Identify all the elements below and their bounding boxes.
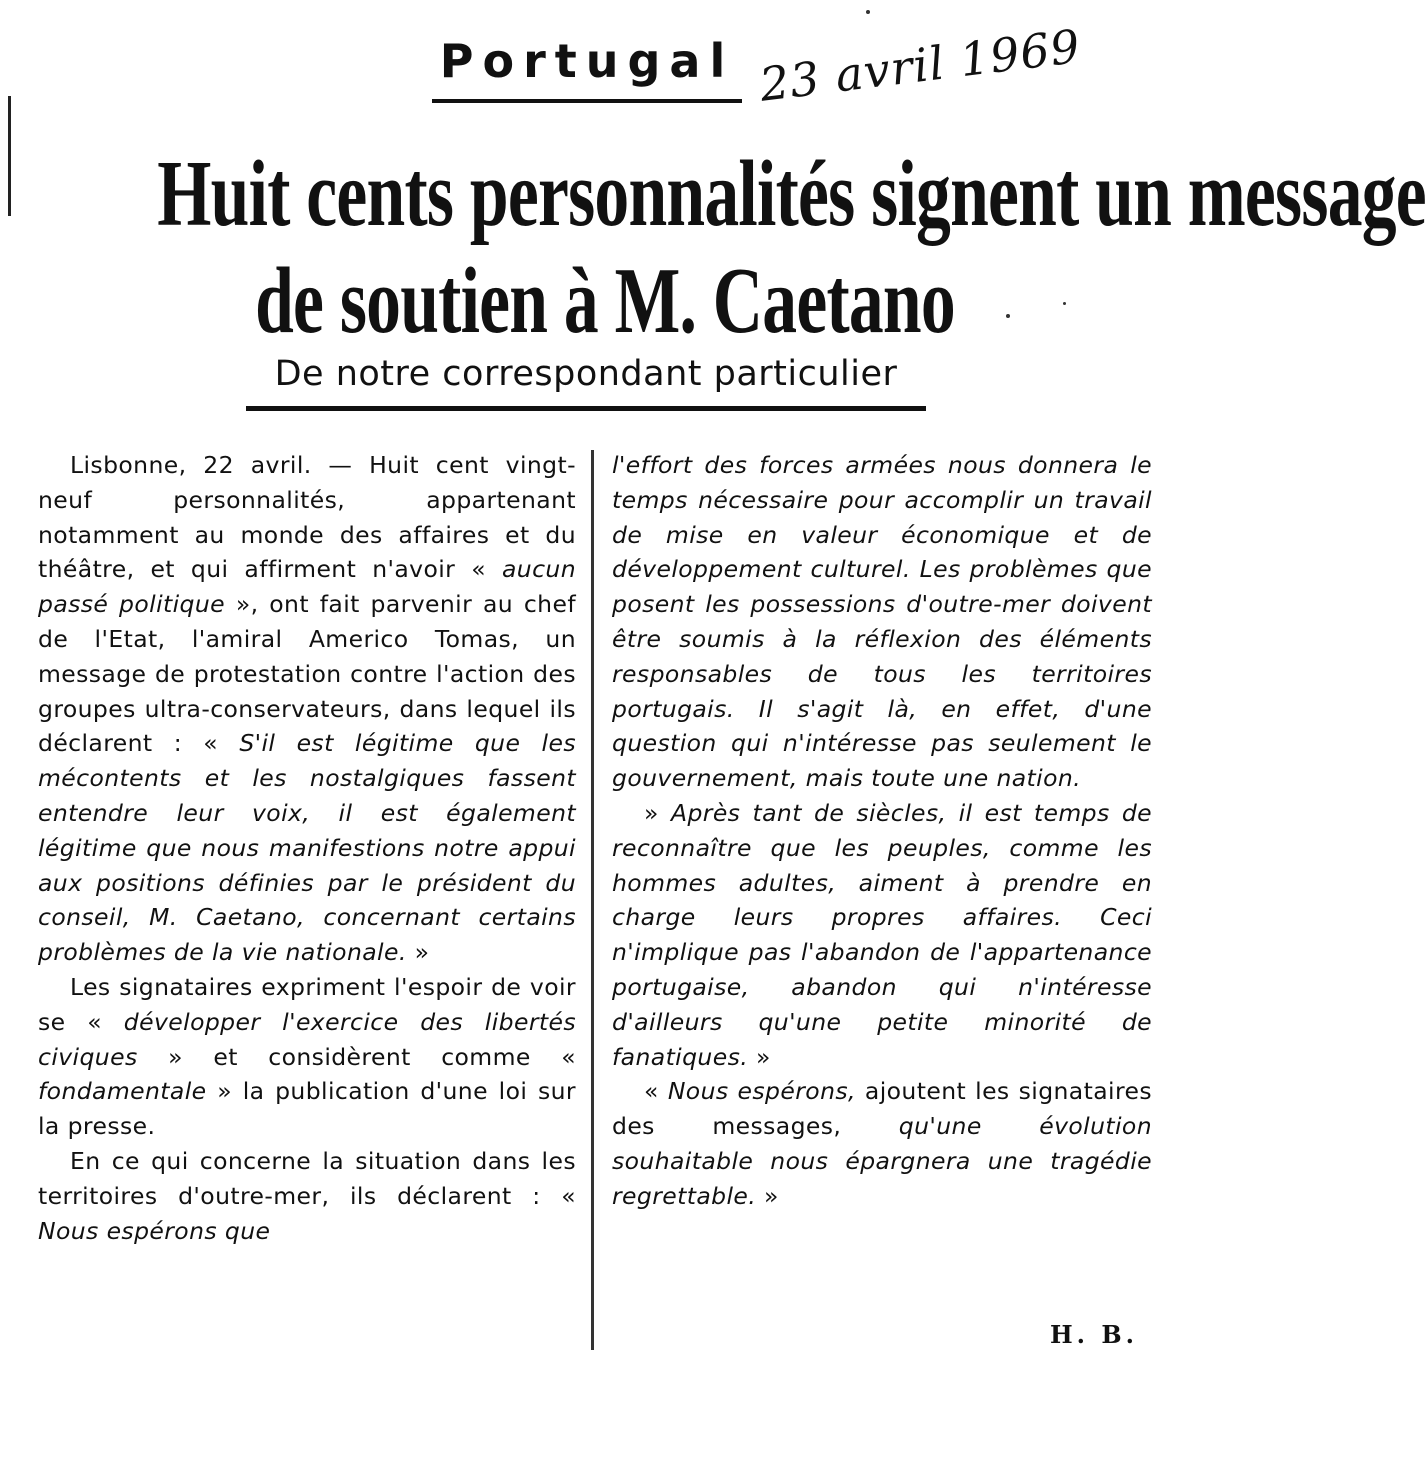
paragraph-text: », ont fait parvenir au chef de l'Etat, l'amiral Americo Tomas, un message de protestation contre l'action des groupes ultra-conservateurs, dans lequel ils déclarent : « xyxy=(38,590,576,758)
article-paragraph xyxy=(38,448,576,970)
paragraph-quote: S'il est légitime que les mécontents et les nostalgiques fassent entendre leur voix, il est également légitime que nous manifestions notre appui aux positions définies par le président du conseil, M. Caetano, concernant certains problèmes de la vie nationale. xyxy=(38,729,576,967)
headline-line-2: de soutien à M. Caetano xyxy=(255,249,955,353)
paragraph-quote: aucun passé politique xyxy=(38,555,576,619)
paragraph-text: ajoutent les signataires des messages, xyxy=(612,1077,1152,1141)
article-paragraph xyxy=(612,1074,1152,1213)
paragraph-quote: Nous espérons, xyxy=(667,1077,856,1106)
paragraph-quote: l'effort des forces armées nous donnera le temps nécessaire pour accomplir un travail de mise en valeur économique et de développement culturel. Les problèmes que posent les possessions d'outre-mer doivent être soumis à la réflexion des éléments responsables de tous les territoires portugais. Il s'agit là, en effet, d'une question qui n'intéresse pas seulement le gouvernement, mais toute une nation. xyxy=(612,451,1152,793)
author-signature: H. B. xyxy=(1050,1320,1139,1349)
article-paragraph xyxy=(38,970,576,1144)
section-title: Portugal xyxy=(439,34,735,88)
paragraph-text: « xyxy=(644,1077,668,1106)
paragraph-quote: fondamentale xyxy=(38,1077,207,1106)
paragraph-text: » la publication d'une loi sur la presse. xyxy=(38,1077,576,1141)
print-speck xyxy=(1063,302,1066,305)
article-paragraph xyxy=(612,796,1152,1074)
handwritten-date: 23 avril 1969 xyxy=(756,18,1084,112)
paragraph-text: Lisbonne, 22 avril. — Huit cent vingt-neuf personnalités, appartenant notamment au monde des affaires et du théâtre, et qui affirment n'avoir « xyxy=(38,451,576,584)
section-header xyxy=(432,30,742,105)
paragraph-text: » xyxy=(756,1181,779,1210)
paragraph-quote: qu'une évolution souhaitable nous épargnera une tragédie regrettable. xyxy=(612,1112,1152,1210)
paragraph-text: Les signataires expriment l'espoir de voir se « xyxy=(38,972,576,1036)
paragraph-quote: Après tant de siècles, il est temps de reconnaître que les peuples, comme les hommes adultes, aiment à prendre en charge leurs propres affaires. Ceci n'implique pas l'abandon de l'appartenance portugaise, abandon qui n'intéresse d'ailleurs qu'une petite minorité de fanatiques. xyxy=(612,798,1152,1071)
article-paragraph xyxy=(612,448,1152,796)
headline-line-1: Huit cents personnalités signent un message xyxy=(157,142,1426,246)
paragraph-text: » xyxy=(748,1042,771,1071)
byline-underline xyxy=(246,406,926,411)
paragraph-text: » xyxy=(644,798,671,827)
paragraph-text: En ce qui concerne la situation dans les territoires d'outre-mer, ils déclarent : « xyxy=(38,1146,576,1210)
section-underline xyxy=(432,99,742,103)
paragraph-quote: Nous espérons que xyxy=(38,1216,271,1245)
article-column-right xyxy=(612,448,1152,1214)
column-divider xyxy=(591,450,594,1350)
left-margin-rule xyxy=(8,96,11,216)
article-column-left xyxy=(38,448,576,1248)
paragraph-text: » et considèrent comme « xyxy=(137,1042,576,1071)
article-paragraph xyxy=(38,1144,576,1248)
print-speck xyxy=(866,10,870,14)
paragraph-quote: développer l'exercice des libertés civiques xyxy=(38,1007,576,1071)
paragraph-text: » xyxy=(406,938,430,967)
byline: De notre correspondant particulier xyxy=(274,354,898,394)
